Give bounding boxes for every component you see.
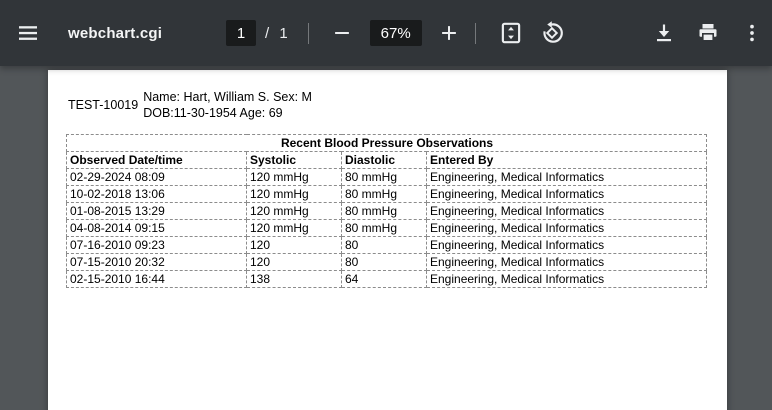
table-cell: 80 mmHg [342, 203, 427, 220]
table-cell: Engineering, Medical Informatics [427, 186, 707, 203]
table-row [67, 254, 707, 271]
table-cell: 64 [342, 271, 427, 288]
hamburger-icon [16, 21, 40, 45]
table-cell: 80 [342, 237, 427, 254]
page-total-label: / 1 [265, 24, 291, 42]
table-cell: 80 mmHg [342, 186, 427, 203]
table-cell: Engineering, Medical Informatics [427, 220, 707, 237]
zoom-in-button[interactable] [435, 19, 463, 47]
download-button[interactable] [650, 19, 678, 47]
print-icon [696, 21, 720, 45]
table-cell: 10-02-2018 13:06 [67, 186, 247, 203]
col-header-diastolic: Diastolic [342, 152, 427, 169]
table-cell: 02-29-2024 08:09 [67, 169, 247, 186]
table-cell: 120 mmHg [247, 220, 342, 237]
three-dot-menu-icon [741, 22, 763, 44]
table-cell: 80 [342, 254, 427, 271]
minus-icon [331, 22, 353, 44]
table-row [67, 220, 707, 237]
table-title: Recent Blood Pressure Observations [67, 135, 707, 152]
patient-name-sex: Name: Hart, William S. Sex: M [143, 90, 312, 104]
page-number-input[interactable] [226, 20, 256, 46]
table-cell: 07-15-2010 20:32 [67, 254, 247, 271]
bp-observations-table [66, 134, 707, 288]
table-cell: 120 mmHg [247, 169, 342, 186]
document-title: webchart.cgi [68, 24, 163, 42]
table-cell: 80 mmHg [342, 220, 427, 237]
more-options-button[interactable] [738, 19, 766, 47]
table-cell: 01-08-2015 13:29 [67, 203, 247, 220]
plus-icon [438, 22, 460, 44]
table-cell: 120 [247, 254, 342, 271]
table-cell: Engineering, Medical Informatics [427, 271, 707, 288]
table-cell: 07-16-2010 09:23 [67, 237, 247, 254]
table-cell: 138 [247, 271, 342, 288]
zoom-out-button[interactable] [328, 19, 356, 47]
toolbar-left-group [14, 0, 162, 66]
table-cell: 80 mmHg [342, 169, 427, 186]
table-row [67, 271, 707, 288]
toolbar-separator [475, 23, 476, 44]
menu-button[interactable] [14, 19, 42, 47]
table-cell: 120 [247, 237, 342, 254]
table-cell: 02-15-2010 16:44 [67, 271, 247, 288]
patient-dob-age: DOB:11-30-1954 Age: 69 [143, 106, 283, 120]
patient-id: TEST-10019 [68, 98, 139, 112]
table-row [67, 186, 707, 203]
table-row [67, 237, 707, 254]
rotate-button[interactable] [538, 19, 566, 47]
download-icon [652, 21, 676, 45]
toolbar-center-group [226, 0, 566, 66]
table-cell: 120 mmHg [247, 186, 342, 203]
print-button[interactable] [694, 19, 722, 47]
table-cell: Engineering, Medical Informatics [427, 203, 707, 220]
bp-table-body [67, 169, 707, 288]
table-row [67, 203, 707, 220]
col-header-systolic: Systolic [247, 152, 342, 169]
toolbar-right-group [650, 0, 766, 66]
pdf-viewer-toolbar [0, 0, 772, 66]
table-cell: 04-08-2014 09:15 [67, 220, 247, 237]
col-header-observed: Observed Date/time [67, 152, 247, 169]
pdf-page [48, 70, 727, 410]
zoom-level-input[interactable] [370, 20, 422, 46]
table-title-row [67, 135, 707, 152]
table-cell: Engineering, Medical Informatics [427, 254, 707, 271]
table-header-row [67, 152, 707, 169]
table-cell: Engineering, Medical Informatics [427, 237, 707, 254]
patient-header [68, 89, 727, 121]
table-cell: 120 mmHg [247, 203, 342, 220]
patient-details [143, 89, 312, 121]
toolbar-separator [308, 23, 309, 44]
fit-to-page-icon [498, 20, 524, 46]
fit-to-page-button[interactable] [497, 19, 525, 47]
rotate-counterclockwise-icon [539, 20, 565, 46]
col-header-entered-by: Entered By [427, 152, 707, 169]
table-cell: Engineering, Medical Informatics [427, 169, 707, 186]
table-row [67, 169, 707, 186]
